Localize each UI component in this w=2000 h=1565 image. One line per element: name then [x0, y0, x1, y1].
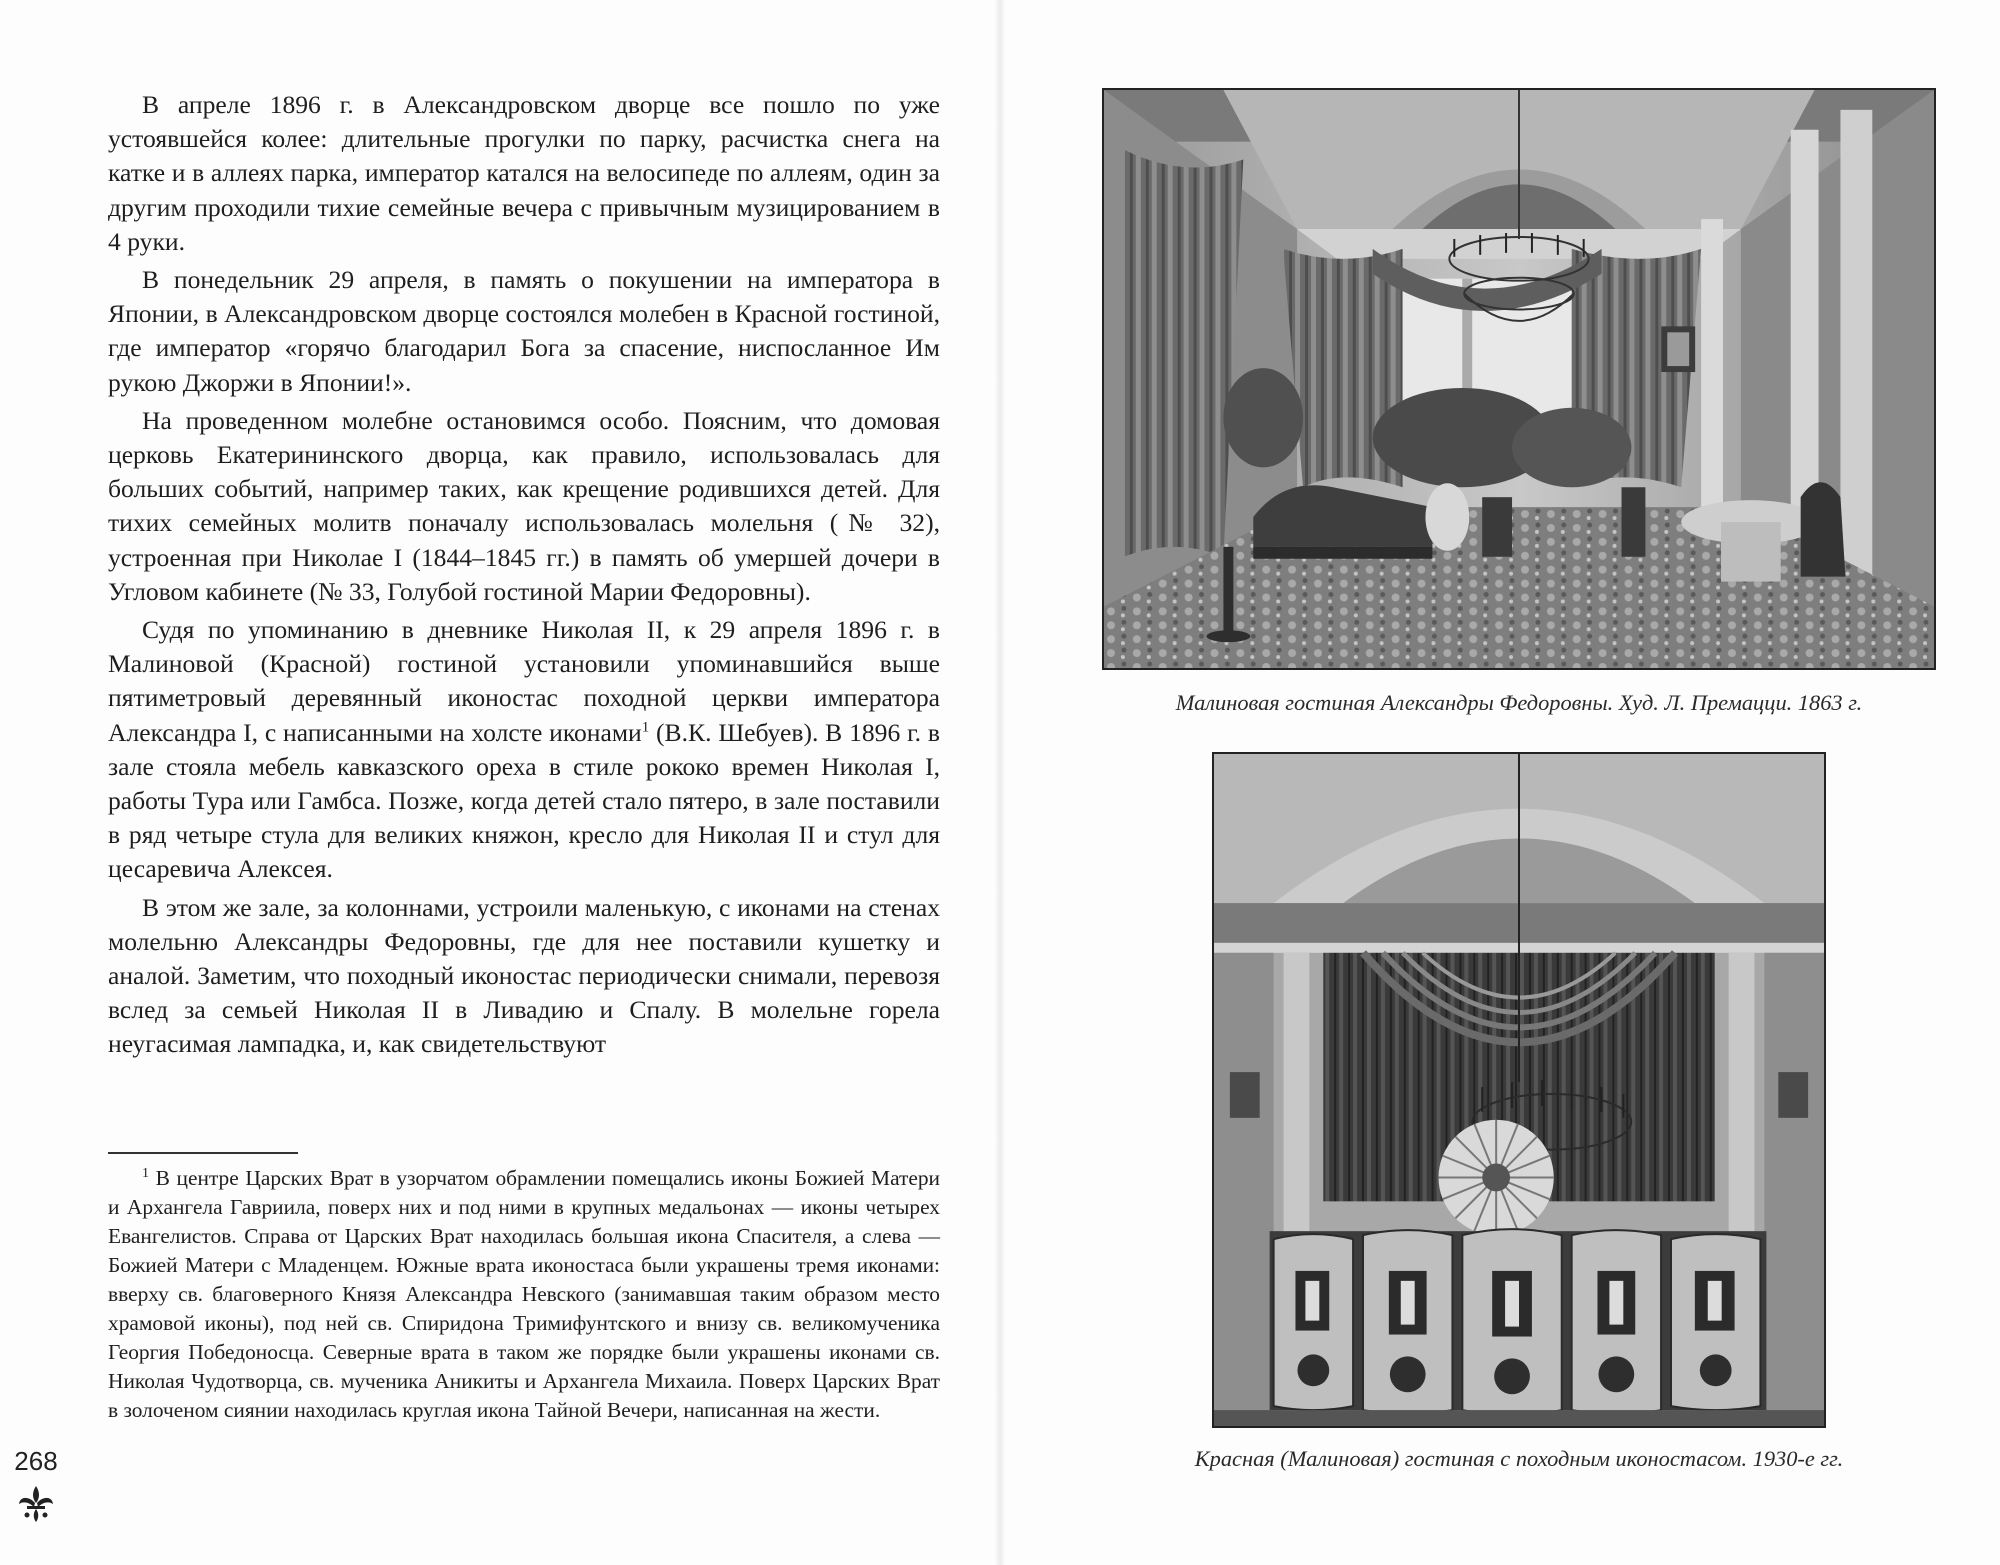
- footnote-divider: [108, 1152, 298, 1154]
- illustration-crimson-drawing-room: [1102, 88, 1936, 670]
- paragraph-1: В апреле 1896 г. в Александровском дворце все пошло по уже устоявшейся колее: длительные прогулки по парку, расчистка снега на катке и в аллеях парка, император катался на велосипеде по аллеям, один за другим проходили тихие семейные вечера с привычным музицированием в 4 руки.: [108, 90, 940, 256]
- bottom-figure-caption: Красная (Малиновая) гостиная с походным иконостасом. 1930-е гг.: [1194, 1446, 1844, 1471]
- paragraph-3: На проведенном молебне остановимся особо. Поясним, что домовая церковь Екатерининского дворца, как правило, использовалась для больших событий, например таких, как крещение родившихся детей. Для тихих семейных молитв поначалу использовалась молельня (№ 32), устроенная при Николае I (1844–1845 гг.) в память об умершей дочери в Угловом кабинете (№ 33, Голубой гостиной Марии Федоровны).: [108, 405, 940, 606]
- footnote-text: В центре Царских Врат в узорчатом обрамлении помещались иконы Божией Матери и Архангела Гавриила, поверх них и под ними в крупных медальонах — иконы четырех Евангелистов. Справа от Царских Врат находилась большая икона Спасителя, а слева — Божией Матери с Младенцем. Южные врата иконостаса были украшены тремя иконами: вверху св. благоверного Князя Александра Невского (занимавшая таким образом место храмовой иконы), под ней св. Спиридона Тримифунтского и внизу св. великомученика Георгия Победоносца. Северные врата в таком же порядке были украшены иконами св. Николая Чудотворца, св. мученика Аникиты и Архангела Михаила. Поверх Царских Врат в золоченом сиянии находилась круглая икона Тайной Вечери, написанная на жести.: [108, 1166, 940, 1422]
- paragraph-4: [108, 613, 940, 887]
- footnote-reference[interactable]: 1: [641, 719, 650, 736]
- paragraph-5: В этом же зале, за колоннами, устроили маленькую, с иконами на стенах молельню Александры Федоровны, где для нее поставили кушетку и аналой. Заметим, что походный иконостас периодически снимали, перевозя вслед за семьей Николая II в Ливадию и Спалу. В молельне горела неугасимая лампадка, и, как свидетельствуют: [108, 892, 940, 1059]
- fleur-ornament-icon: [14, 1482, 58, 1526]
- footnote-mark: 1: [142, 1165, 149, 1181]
- paragraph-4-text-a: Судя по упоминанию в дневнике Николая II, к 29 апреля 1896 г. в Малиновой (Красной) гостиной установили упоминавшийся выше пятиметровый деревянный иконостас походной церкви императора Александра I, с написанными на холсте иконами: [108, 615, 940, 747]
- body-text: [108, 88, 940, 1066]
- page-number: 268: [14, 1446, 58, 1476]
- paragraph-2: В понедельник 29 апреля, в память о покушении на императора в Японии, в Александровском дворце состоялся молебен в Красной гостиной, где император «горячо благодарил Бога за спасение, ниспосланное Им рукою Джоржи в Японии!».: [108, 265, 940, 397]
- top-figure-caption: Малиновая гостиная Александры Федоровны. Худ. Л. Премацци. 1863 г.: [1175, 690, 1863, 715]
- footnote: [108, 1164, 940, 1425]
- paragraph-4-text-b: (В.К. Шебуев). В 1896 г. в зале стояла мебель кавказского ореха в стиле рококо времен Николая I, работы Тура или Гамбса. Позже, когда детей стало пятеро, в зале поставили в ряд четыре стула для великих княжон, кресло для Николая II и стул для цесаревича Алексея.: [108, 717, 940, 884]
- illustration-iconostasis-photo: [1212, 752, 1826, 1428]
